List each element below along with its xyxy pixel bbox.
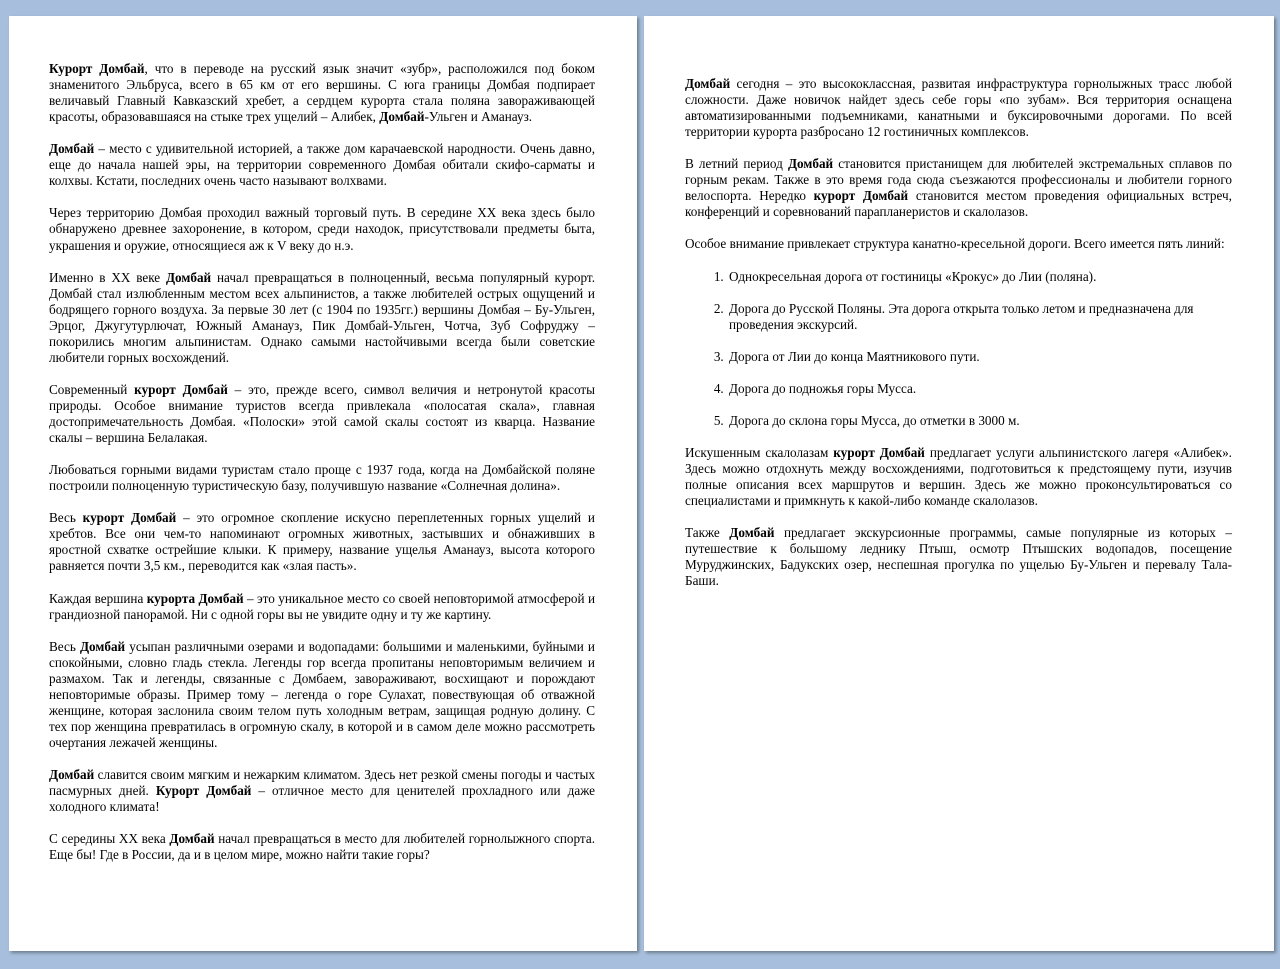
bold-text-run: Домбай xyxy=(169,831,215,847)
document-page-left xyxy=(9,16,637,951)
text-run: начал превращаться в место для любителей горнолыжного спорта. Еще бы! Где в России, да и в целом мире, можно найти такие горы? xyxy=(49,831,596,863)
text-run: -Ульген и Аманауз. xyxy=(424,109,533,125)
bold-text-run: Домбай xyxy=(165,269,212,285)
text-run: становится местом проведения официальных встреч, конференций и соревнований парапланеристов и скалолазов. xyxy=(685,188,1232,220)
page-body-left[interactable] xyxy=(49,61,595,879)
paragraph xyxy=(49,61,595,125)
bold-text-run: Курорт Домбай xyxy=(49,61,145,76)
list-item: 4. Дорога до подножья горы Мусса. xyxy=(727,381,1232,397)
text-run: , что в переводе на русский язык значит «зубр», расположился под боком знаменитого Эльбруса, всего в 65 км от его вершины. С юга границы Домбая подпирает величавый Главный Кавказский хребет, а сердцем курорта стала поляна завораживающей красоты, образовавшаяся на стыке трех ущелий – Алибек, xyxy=(49,61,595,125)
paragraph-group-before-list xyxy=(685,76,1232,253)
bold-text-run: курорт Домбай xyxy=(813,188,909,204)
text-run: Особое внимание привлекает структура канатно-кресельной дороги. Всего имеется пять линий: xyxy=(685,236,1225,252)
text-run: – это уникальное место со своей неповторимой атмосферой и грандиозной панорамой. Ни с одной горы вы не увидите одну и ту же картину. xyxy=(49,590,595,622)
document-page-right xyxy=(644,16,1274,951)
list-item: 3. Дорога от Лии до конца Маятникового пути. xyxy=(727,349,1232,365)
paragraph-group-after-list xyxy=(685,445,1232,589)
text-run: предлагает экскурсионные программы, самые популярные из которых – путешествие к большому леднику Птыш, осмотр Птышских водопадов, посещение Муруджинских, Бадукских озер, неспешная прогулка по ущелью Бу-Ульген и перевалу Тала-Баши. xyxy=(685,525,1232,589)
text-run: предлагает услуги альпинистского лагеря «Алибек». Здесь можно отдохнуть между восхождениями, подготовиться к предстоящему пути, изучив полные описания всех маршрутов и вершин. Здесь же можно проконсультироваться со специалистами и примкнуть к какой-либо команде скалолазов. xyxy=(685,445,1232,509)
text-run: становится пристанищем для любителей экстремальных сплавов по горным рекам. Также в это время года сюда съезжаются профессионалы и любители горного велоспорта. Нередко xyxy=(685,156,1232,204)
paragraph xyxy=(49,591,595,623)
bold-text-run: курорт Домбай xyxy=(82,510,177,526)
text-run: – это, прежде всего, символ величия и нетронутой красоты природы. Особое внимание туристов всегда привлекала «полосатая скала», главная достопримечательность Домбая. «Полоски» этой самой скалы состоят из кварца. Название скалы – вершина Белалакая. xyxy=(49,381,595,446)
text-run: В летний период xyxy=(685,156,788,172)
text-run: – отличное место для ценителей прохладного или даже холодного климата! xyxy=(49,783,595,815)
page-body-right[interactable] xyxy=(685,76,1232,606)
bold-text-run: Домбай xyxy=(49,767,95,783)
paragraph xyxy=(685,236,1232,252)
text-run: славится своим мягким и нежарким климатом. Здесь нет резкой смены погоды и частых пасмурных дней. xyxy=(49,767,595,799)
paragraph xyxy=(49,767,595,815)
bold-text-run: Домбай xyxy=(729,525,775,541)
bold-text-run: Курорт Домбай xyxy=(155,783,252,799)
bold-text-run: курорт Домбай xyxy=(833,445,925,461)
text-run: Весь xyxy=(49,510,83,526)
text-run: Весь xyxy=(49,638,80,654)
text-run: Любоваться горными видами туристам стало проще с 1937 года, когда на Домбайской поляне построили полноценную туристическую базу, получившую название «Солнечная долина». xyxy=(49,462,595,494)
text-run: сегодня – это высококлассная, развитая инфраструктура горнолыжных трасс любой сложности. Даже новичок найдет здесь себе горы «по зубам». Вся территория оснащена автоматизированными подъемниками, канатными и буксировочными дорогами. По всей территории курорта разбросано 12 гостиничных комплексов. xyxy=(685,76,1232,140)
list-item: 1. Однокресельная дорога от гостиницы «Крокус» до Лии (поляна). xyxy=(727,269,1232,285)
text-run: Современный xyxy=(49,381,135,397)
text-run: Именно в XX веке xyxy=(49,269,166,285)
bold-text-run: Домбай xyxy=(787,156,834,172)
bold-text-run: Домбай xyxy=(49,141,95,157)
bold-text-run: Домбай xyxy=(379,109,425,125)
text-run: – место с удивительной историей, а также дом карачаевской народности. Очень давно, еще до начала нашей эры, на территории современного Домбая обитали скифо-сарматы и колхвы. Кстати, последних очень часто называют волхвами. xyxy=(49,141,595,189)
paragraph xyxy=(49,141,595,189)
text-run: – это огромное скопление искусно переплетенных горных ущелий и хребтов. Все они чем-то напоминают огромных животных, застывших и обнаживших в яростной схватке острейшие клыки. К примеру, название ущелья Аманауз, высота которого равняется почти 3,5 км., переводится как «злая пасть». xyxy=(49,510,595,574)
paragraph xyxy=(49,270,595,366)
text-run: Также xyxy=(685,525,730,541)
text-run: усыпан различными озерами и водопадами: большими и маленькими, буйными и спокойными, словно гладь стекла. Легенды гор всегда пропитаны неповторимым величием и размахом. Так и легенды, связанные с Домбаем, завораживают, восхищают и порождают неповторимые образы. Пример тому – легенда о горе Сулахат, повествующая об отважной женщине, которая заслонила своим телом путь холодным ветрам, защищая родную долину. С тех пор женщина превратилась в огромную скалу, в которой и в самом деле можно рассмотреть очертания лежачей женщины. xyxy=(49,638,595,750)
paragraph xyxy=(49,205,595,253)
paragraph xyxy=(49,510,595,574)
cable-car-lines-list xyxy=(685,269,1232,429)
text-run: Каждая вершина xyxy=(49,590,147,606)
paragraph xyxy=(49,382,595,446)
paragraph xyxy=(49,462,595,494)
paragraph xyxy=(685,76,1232,140)
text-run: Искушенным скалолазам xyxy=(685,445,834,461)
text-run: Через территорию Домбая проходил важный торговый путь. В середине XX века здесь было обнаружено древнее захоронение, в котором, среди находок, присутствовали предметы быта, украшения и оружие, относящиеся аж к V веку до н.э. xyxy=(49,205,595,253)
text-run: С середины XX века xyxy=(49,831,170,847)
bold-text-run: курорт Домбай xyxy=(134,381,228,397)
paragraph xyxy=(49,831,595,863)
bold-text-run: Домбай xyxy=(79,638,126,654)
paragraph xyxy=(685,445,1232,509)
paragraph xyxy=(685,525,1232,589)
paragraph xyxy=(685,156,1232,220)
text-run: начал превращаться в полноценный, весьма популярный курорт. Домбай стал излюбленным местом всех альпинистов, а также любителей острых ощущений и бодрящего горного воздуха. За первые 30 лет (с 1904 по 1935гг.) вершины Домбая – Бу-Ульген, Эрцог, Джугутурлючат, Южный Аманауз, Пик Домбай-Ульген, Чотча, Зуб Софруджу – покорились многим альпинистам. Однако самыми настойчивыми всегда были советские любители горных восхождений. xyxy=(49,269,595,365)
list-item: 2. Дорога до Русской Поляны. Эта дорога открыта только летом и предназначена для проведения экскурсий. xyxy=(727,301,1232,333)
bold-text-run: Домбай xyxy=(685,76,731,91)
paragraph xyxy=(49,639,595,751)
list-item: 5. Дорога до склона горы Мусса, до отметки в 3000 м. xyxy=(727,413,1232,429)
bold-text-run: курорта Домбай xyxy=(146,590,244,606)
